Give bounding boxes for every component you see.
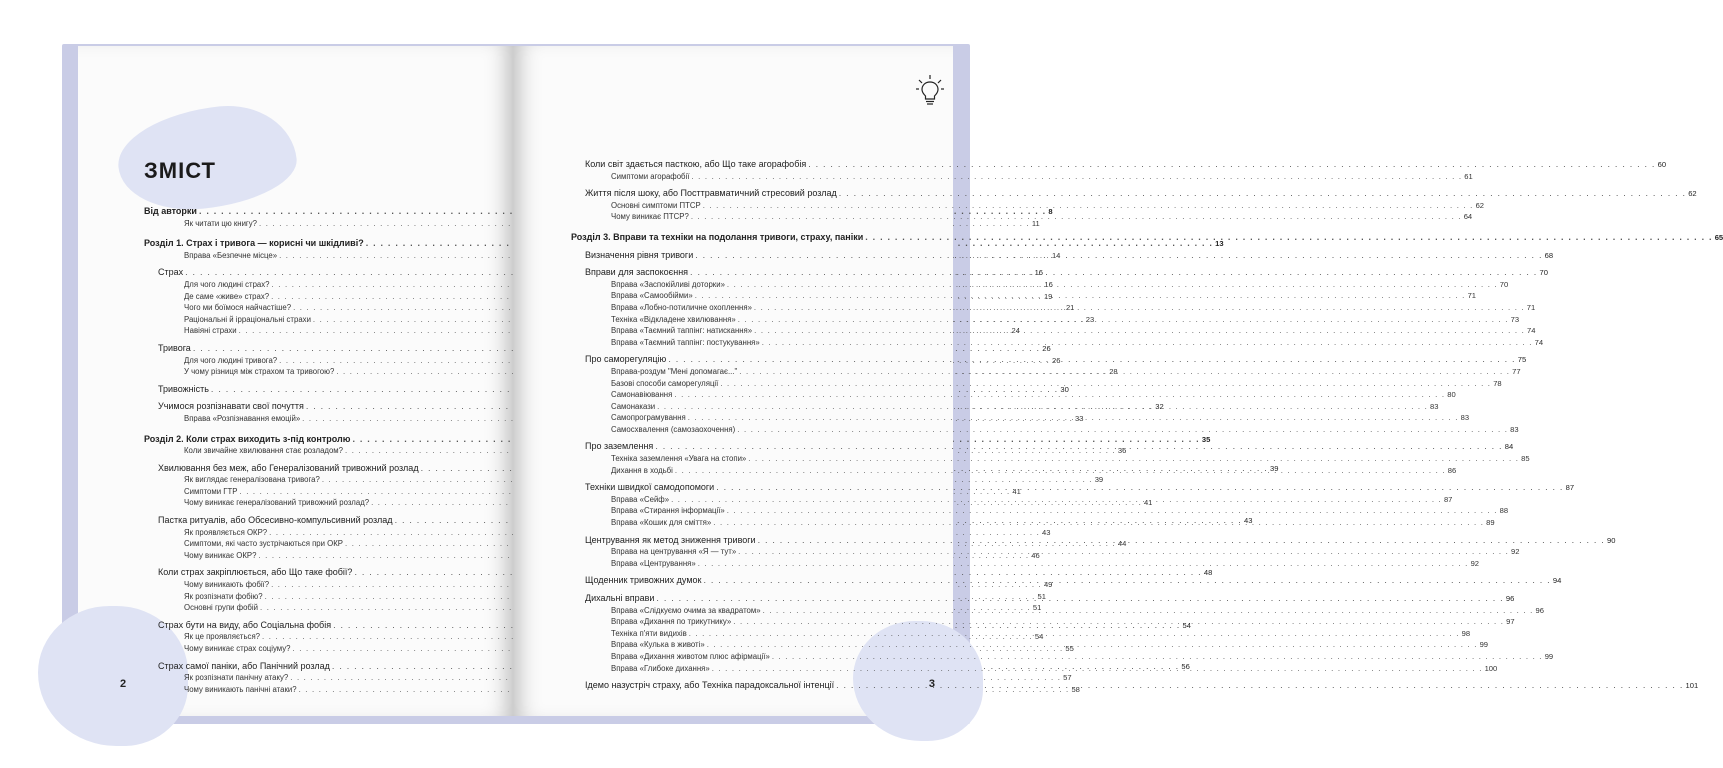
dot-leader xyxy=(738,314,1509,326)
toc-entry-page: 24 xyxy=(1011,326,1020,336)
toc-entry-page: 74 xyxy=(1534,337,1544,347)
toc-subsection xyxy=(571,558,1480,570)
toc-entry-page: 48 xyxy=(1203,568,1213,578)
toc-entry-label: Техніка п'яти видихів xyxy=(611,628,687,638)
toc-entry-page: 43 xyxy=(1243,516,1253,526)
toc-entry-label: Вправа «Сейф» xyxy=(611,494,670,504)
toc-entry-page: 87 xyxy=(1565,483,1575,493)
toc-entry-page: 97 xyxy=(1506,617,1515,627)
dot-leader xyxy=(671,494,1442,506)
dot-leader xyxy=(716,482,1563,494)
dot-leader xyxy=(763,605,1534,617)
toc-entry-label: Вправа «Самообійми» xyxy=(611,291,693,301)
toc-entry-label: Як розпізнати панічну атаку? xyxy=(184,673,289,683)
toc-entry-page: 71 xyxy=(1526,302,1536,312)
toc-subsection xyxy=(571,651,1554,663)
toc-entry-page: 100 xyxy=(1484,663,1498,673)
toc-entry-page: 30 xyxy=(1060,384,1069,394)
toc-entry-page: 83 xyxy=(1460,413,1470,423)
toc-entry-label: Тривога xyxy=(158,342,191,353)
toc-entry-page: 65 xyxy=(1714,232,1723,242)
toc-entry-page: 73 xyxy=(1510,314,1520,324)
toc-spacer xyxy=(144,229,540,238)
toc-entry-label: Навіяні страхи xyxy=(184,326,237,336)
toc-spacer xyxy=(571,223,916,232)
toc-entry-page: 61 xyxy=(1464,171,1473,181)
toc-entry-label: Чому виникає ПТСР? xyxy=(611,212,689,222)
toc-entry-page: 99 xyxy=(1479,640,1489,650)
toc-entry-page: 16 xyxy=(1034,268,1044,278)
toc-entry-page: 99 xyxy=(1544,651,1554,661)
toc-entry-label: Де саме «живе» страх? xyxy=(184,291,270,301)
toc-entry-label: Життя після шоку, або Посттравматичний стресовий розлад xyxy=(585,188,837,199)
dot-leader xyxy=(657,401,1428,413)
toc-entry-label: Як розпізнати фобію? xyxy=(184,591,263,601)
toc-entry-label: Вправа «Безпечне місце» xyxy=(184,250,278,260)
dot-leader xyxy=(675,465,1446,477)
toc-entry-label: Самопрограмування xyxy=(611,413,686,423)
toc-entry-label: Вправа «Лобно-потиличне охоплення» xyxy=(611,302,752,312)
toc-entry-page: 75 xyxy=(1517,355,1527,365)
toc-subsection xyxy=(571,453,1530,465)
dot-leader xyxy=(703,575,1550,587)
toc-entry-page: 54 xyxy=(1182,620,1191,630)
toc-entry-page: 64 xyxy=(1463,212,1473,222)
toc-entry-label: Вправа «Кошик для сміття» xyxy=(611,518,712,528)
toc-entry-page: 36 xyxy=(1117,446,1127,456)
toc-entry-page: 94 xyxy=(1552,576,1562,586)
toc-section xyxy=(571,188,1697,200)
toc-chapter xyxy=(144,433,1211,446)
dot-leader xyxy=(836,680,1683,692)
toc-entry-label: Базові способи саморегуляції xyxy=(611,378,719,388)
toc-entry-label: Вправа «Центрування» xyxy=(611,558,696,568)
toc-entry-page: 32 xyxy=(1155,402,1164,412)
dot-leader xyxy=(727,505,1498,517)
toc-entry-label: Коли звичайне хвилювання стає розладом? xyxy=(184,446,343,456)
toc-entry-page: 41 xyxy=(1143,498,1153,508)
toc-entry-page: 26 xyxy=(1042,343,1051,353)
toc-entry-page: 54 xyxy=(1034,632,1044,642)
toc-entry-label: Вправа «Таємний таппінг: постукування» xyxy=(611,337,760,347)
toc-entry-label: Вправа «Дихання животом плюс афірмації» xyxy=(611,651,770,661)
dot-leader xyxy=(733,616,1504,628)
toc-entry-label: Вправа «Дихання по трикутнику» xyxy=(611,617,732,627)
toc-entry-label: Ідемо назустріч страху, або Техніка парадоксальної інтенції xyxy=(585,680,835,691)
toc-entry-label: Щоденник тривожних думок xyxy=(585,575,702,586)
toc-subsection xyxy=(571,424,1519,436)
toc-section xyxy=(571,159,1667,171)
toc-entry-label: Чому виникає ОКР? xyxy=(184,550,257,560)
dot-leader xyxy=(655,441,1502,453)
toc-entry-page: 62 xyxy=(1688,189,1697,199)
toc-entry-label: Як проявляється ОКР? xyxy=(184,527,268,537)
toc-entry-page: 68 xyxy=(1544,250,1554,260)
toc-entry-page: 35 xyxy=(1201,434,1211,444)
toc-entry-label: Вправа «Розпізнавання емоцій» xyxy=(184,413,301,423)
toc-entry-page: 101 xyxy=(1685,681,1699,691)
toc-entry-page: 19 xyxy=(1043,291,1053,301)
toc-entry-page: 85 xyxy=(1521,454,1530,464)
toc-entry-page: 56 xyxy=(1181,661,1190,671)
lightbulb-icon xyxy=(915,74,945,106)
toc-entry-label: Страх самої паніки, або Панічний розлад xyxy=(158,660,330,671)
toc-entry-page: 96 xyxy=(1535,605,1544,615)
toc-entry-page: 39 xyxy=(1094,475,1104,485)
toc-entry-label: Вправа «Слідкуємо очима за квадратом» xyxy=(611,605,761,615)
dot-leader xyxy=(865,232,1712,244)
dot-leader xyxy=(754,325,1525,337)
dot-leader xyxy=(688,412,1459,424)
dot-leader xyxy=(737,424,1508,436)
toc-entry-label: Техніка «Відкладене хвилювання» xyxy=(611,314,736,324)
toc-entry-page: 33 xyxy=(1075,413,1084,423)
toc-entry-label: Вправа «Стирання інформації» xyxy=(611,506,725,516)
toc-entry-label: Самонакази xyxy=(611,401,656,411)
toc-entry-label: Симптоми ГТР xyxy=(184,486,238,496)
toc-entry-page: 43 xyxy=(1041,527,1051,537)
toc-entry-label: Коли світ здається пасткою, або Що таке агорафобія xyxy=(585,159,807,169)
toc-entry-page: 26 xyxy=(1052,355,1061,365)
toc-entry-page: 74 xyxy=(1527,326,1536,336)
toc-subsection xyxy=(571,505,1509,517)
toc-entry-label: Як це проявляється? xyxy=(184,632,261,642)
toc-entry-label: Центрування як метод зниження тривоги xyxy=(585,534,756,545)
page-number: 2 xyxy=(120,678,127,690)
toc-entry-page: 55 xyxy=(1065,644,1074,653)
toc-entry-label: Основні симптоми ПТСР xyxy=(611,200,701,210)
toc-entry-page: 60 xyxy=(1657,160,1667,169)
dot-leader xyxy=(668,354,1515,366)
toc-entry-label: У чому різниця між страхом та тривогою? xyxy=(184,367,335,377)
toc-entry-label: Симптоми агорафобії xyxy=(611,171,690,181)
toc-entry-label: Для чого людині страх? xyxy=(184,279,270,289)
toc-entry-page: 23 xyxy=(1085,314,1095,324)
dot-leader xyxy=(748,453,1519,465)
toc-entry-page: 28 xyxy=(1109,367,1118,377)
toc-entry-page: 88 xyxy=(1499,506,1509,516)
toc-entry-page: 80 xyxy=(1447,390,1456,400)
dot-leader xyxy=(713,517,1484,529)
toc-entry-label: Страх бути на виду, або Соціальна фобія xyxy=(158,619,332,630)
dot-leader xyxy=(690,267,1537,279)
toc-entry-label: Хвилювання без меж, або Генералізований тривожний розлад xyxy=(158,462,419,473)
toc-entry-label: Вправа «Таємний таппінг: натискання» xyxy=(611,326,753,336)
toc-entry-page: 51 xyxy=(1032,603,1042,613)
toc-entry-label: Чому виникають фобії? xyxy=(184,580,270,590)
dot-leader xyxy=(691,211,1462,223)
dot-leader xyxy=(695,290,1466,302)
toc-entry-page: 44 xyxy=(1117,539,1127,549)
toc-entry-label: Розділ 3. Вправи та техніки на подолання тривоги, страху, паніки xyxy=(571,231,864,242)
toc-entry-label: Самосхвалення (самозаохочення) xyxy=(611,424,736,434)
toc-entry-page: 11 xyxy=(1031,218,1040,228)
toc-entry-label: Вправа на центрування «Я — тут» xyxy=(611,547,737,557)
toc-entry-page: 71 xyxy=(1467,291,1477,301)
dot-leader xyxy=(656,593,1503,605)
toc-entry-page: 51 xyxy=(1037,591,1046,601)
toc-entry-page: 83 xyxy=(1510,424,1519,434)
toc-subsection xyxy=(144,474,1104,486)
dot-leader xyxy=(808,159,1655,171)
dot-leader xyxy=(727,279,1498,291)
toc-entry-label: Вправа «Глибоке дихання» xyxy=(611,663,710,673)
toc-entry-page: 62 xyxy=(1475,200,1485,210)
dot-leader xyxy=(720,378,1491,390)
dot-leader xyxy=(703,200,1474,212)
toc-entry-page: 41 xyxy=(1012,486,1021,496)
toc-entry-page: 86 xyxy=(1447,465,1457,475)
dot-leader xyxy=(839,188,1686,200)
toc-entry-label: Коли страх закріплюється, або Що таке фобії? xyxy=(158,567,353,578)
toc-entry-label: Учимося розпізнавати свої почуття xyxy=(158,401,304,412)
toc-subsection xyxy=(144,527,1051,539)
toc-entry-page: 57 xyxy=(1063,673,1072,683)
toc-section xyxy=(144,567,1213,579)
toc-entry-page: 83 xyxy=(1430,401,1439,411)
toc-entry-page: 92 xyxy=(1470,558,1480,568)
toc-entry-label: Самонавіювання xyxy=(611,390,673,400)
dot-leader xyxy=(772,651,1543,663)
toc-entry-label: Дихання в ходьбі xyxy=(611,465,673,475)
toc-entry-label: Техніки швидкої самодопомоги xyxy=(585,482,715,493)
toc-entry-page: 84 xyxy=(1504,442,1514,452)
toc-entry-page: 16 xyxy=(1044,279,1053,289)
dot-leader xyxy=(754,302,1525,314)
toc-entry-label: Вправа «Заспокійливі доторки» xyxy=(611,279,725,289)
toc-entry-label: Чому виникає страх соціуму? xyxy=(184,644,291,653)
toc-subsection xyxy=(571,200,1485,212)
toc-entry-label: Для чого людині тривога? xyxy=(184,355,278,365)
toc-entry-label: Дихальні вправи xyxy=(585,593,655,603)
toc-entry-label: Основні групи фобій xyxy=(184,603,258,613)
toc-entry-label: Про саморегуляцію xyxy=(585,354,667,365)
toc-subsection xyxy=(144,218,1040,230)
dot-leader xyxy=(689,628,1460,640)
toc-entry-label: Від авторки xyxy=(144,206,197,216)
toc-entry-label: Про заземлення xyxy=(585,441,654,452)
toc-entry-page: 70 xyxy=(1539,268,1548,278)
toc-entry-label: Тривожність xyxy=(158,383,209,394)
dot-leader xyxy=(707,639,1478,651)
toc-entry-label: Симптоми, які часто зустрічаються при ОКР xyxy=(184,539,343,549)
toc-entry-page: 58 xyxy=(1071,684,1080,694)
toc-entry-page: 92 xyxy=(1511,547,1520,557)
toc-entry-page: 78 xyxy=(1493,378,1502,388)
toc-entry-page: 21 xyxy=(1065,303,1075,313)
dot-leader xyxy=(739,366,1510,378)
dot-leader xyxy=(698,558,1469,570)
toc-entry-page: 49 xyxy=(1043,580,1053,590)
toc-entry-label: Пастка ритуалів, або Обсесивно-компульсивний розлад xyxy=(158,515,393,526)
toc-entry-page: 70 xyxy=(1499,279,1509,289)
dot-leader xyxy=(758,535,1605,547)
toc-entry-label: Як виглядає генералізована тривога? xyxy=(184,475,320,485)
toc-entry-page: 89 xyxy=(1486,518,1495,528)
toc-entry-label: Розділ 2. Коли страх виходить з-під контролю xyxy=(144,433,351,444)
dot-leader xyxy=(738,546,1509,558)
toc-entry-label: Чому виникає генералізований тривожний розлад? xyxy=(184,498,370,508)
page-title: ЗМІСТ xyxy=(144,158,216,183)
dot-leader xyxy=(712,663,1483,675)
toc-entry-page: 46 xyxy=(1031,550,1040,560)
toc-entry-label: Техніка заземлення «Увага на стопи» xyxy=(611,454,747,464)
toc-entry-page: 39 xyxy=(1270,463,1279,473)
toc-subsection xyxy=(144,672,1072,684)
toc-entry-label: Вправа-роздум "Мені допомагає..." xyxy=(611,366,738,376)
toc-entry-label: Визначення рівня тривоги xyxy=(585,249,694,260)
toc-entry-label: Страх xyxy=(158,267,184,278)
toc-entry-page: 98 xyxy=(1461,628,1471,638)
toc-entry-page: 8 xyxy=(1048,207,1053,216)
toc-entry-label: Розділ 1. Страх і тривога — корисні чи шкідливі? xyxy=(144,238,364,249)
toc-entry-label: Вправа «Кулька в животі» xyxy=(611,640,705,650)
toc-spacer xyxy=(144,425,540,434)
toc-entry-label: Вправи для заспокоєння xyxy=(585,267,689,278)
dot-leader xyxy=(674,389,1445,401)
toc-entry-page: 96 xyxy=(1505,594,1515,603)
toc-entry-page: 87 xyxy=(1443,494,1453,504)
toc-entry-page: 90 xyxy=(1606,535,1616,545)
dot-leader xyxy=(691,171,1462,183)
toc-entry-page: 13 xyxy=(1215,239,1224,249)
dot-leader xyxy=(762,337,1533,349)
toc-subsection xyxy=(571,171,1473,183)
toc-entry-label: Як читати цю книгу? xyxy=(184,218,257,228)
dot-leader xyxy=(695,250,1542,262)
toc-entry-page: 14 xyxy=(1051,250,1061,260)
toc-entry-label: Раціональні й ірраціональні страхи xyxy=(184,314,311,324)
toc-entry-page: 77 xyxy=(1512,366,1521,376)
toc-entry-label: Чому виникають панічні атаки? xyxy=(184,684,297,694)
toc-entry-label: Чого ми боїмося найчастіше? xyxy=(184,303,292,313)
page-number: 3 xyxy=(928,678,935,690)
toc-chapter xyxy=(144,238,1224,250)
